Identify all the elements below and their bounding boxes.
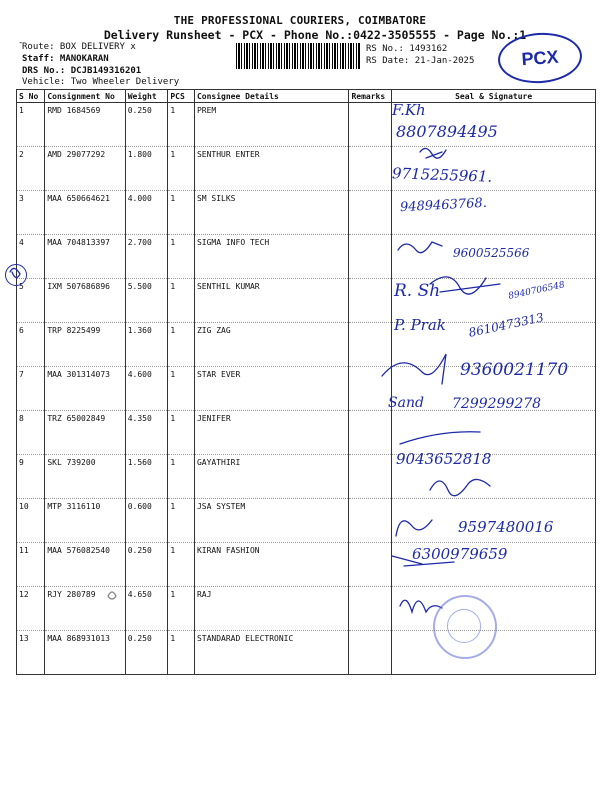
drs-number: DRS No.: DCJB149316201 [22,66,142,76]
signature-stroke [430,479,490,495]
col-signature: Seal & Signature [392,90,596,103]
handwritten-phone: 9597480016 [458,518,554,536]
col-remarks: Remarks [349,90,392,103]
signature-stroke [400,600,442,612]
cell-sno: 6 [17,323,45,367]
signature-stroke [396,520,432,536]
cell-sno: 1 [17,103,45,147]
handwritten-name: Sand [388,395,424,411]
signature-stroke [392,556,454,566]
cell-consignee: JSA SYSTEM [194,499,348,543]
rs-date: RS Date: 21-Jan-2025 [366,56,475,66]
signature-stroke [10,268,20,277]
cell-pcs: 1 [168,367,195,411]
handwritten-phone: 8807894495 [396,122,498,141]
cell-pcs: 1 [168,631,195,675]
cell-sno: 3 [17,191,45,235]
cell-weight: 0.600 [125,499,168,543]
cell-pcs: 1 [168,411,195,455]
cell-sno: 4 [17,235,45,279]
cell-consignment: SKL 739200 [45,455,125,499]
cell-consignee: RAJ [194,587,348,631]
signature-stroke [382,354,446,384]
cell-weight: 0.250 [125,543,168,587]
vehicle-label: Vehicle: Two Wheeler Delivery [22,77,180,87]
cell-consignee: KIRAN FASHION [194,543,348,587]
cell-pcs: 1 [168,279,195,323]
handwritten-phone: 8610473313 [467,310,545,340]
cell-consignee: STANDARAD ELECTRONIC [194,631,348,675]
handwritten-phone: 9489463768. [399,195,488,216]
cell-sno: 9 [17,455,45,499]
cell-consignment: MAA 704813397 [45,235,125,279]
cell-sno: 8 [17,411,45,455]
cell-weight: 4.000 [125,191,168,235]
cell-weight: 4.650 [125,587,168,631]
signature-stroke [420,148,446,158]
cell-sno: 12 [17,587,45,631]
cell-consignee: PREM [194,103,348,147]
handwritten-phone: 6300979659 [412,545,508,563]
cell-pcs: 1 [168,499,195,543]
cell-sno: 5 [17,279,45,323]
cell-consignee: SIGMA INFO TECH [194,235,348,279]
handwritten-phone: 9043652818 [396,450,492,468]
cell-weight: 1.800 [125,147,168,191]
signature-stroke [400,432,480,444]
cell-weight: 1.560 [125,455,168,499]
cell-weight: 5.500 [125,279,168,323]
signature-stroke [430,277,500,294]
cell-consignee: STAR EVER [194,367,348,411]
cell-sno: 7 [17,367,45,411]
signature-stroke [398,242,442,253]
round-seal-stamp [433,595,497,659]
cell-consignment: MAA 868931013 [45,631,125,675]
col-consignee: Consignee Details [194,90,348,103]
cell-sno: 13 [17,631,45,675]
route-label: Route: BOX DELIVERY x [22,42,136,52]
runsheet-title: Delivery Runsheet - PCX - Phone No.:0422-3505555 - Page No.:1 [103,28,527,42]
cell-consignment: IXM 507686896 [45,279,125,323]
cell-consignment: RJY 280789 [45,587,125,631]
company-title: THE PROFESSIONAL COURIERS, COIMBATORE [173,14,427,27]
cell-consignment: TRP 8225499 [45,323,125,367]
col-sno: S No [17,90,45,103]
cell-consignee: SM SILKS [194,191,348,235]
cell-consignee: JENIFER [194,411,348,455]
handwritten-phone: 9715255961. [391,164,493,186]
cell-consignment: AMD 29077292 [45,147,125,191]
handwritten-name: P. Prak [394,316,446,334]
cell-pcs: 1 [168,455,195,499]
cell-consignee: SENTHUR ENTER [194,147,348,191]
cell-consignment: TRZ 65002849 [45,411,125,455]
cell-pcs: 1 [168,191,195,235]
col-consignment: Consignment No [45,90,125,103]
cell-pcs: 1 [168,103,195,147]
cell-consignment: MAA 576082540 [45,543,125,587]
signature-stroke [108,592,116,599]
col-pcs: PCS [168,90,195,103]
handwritten-phone: 9360021170 [460,360,569,380]
staff-label: Staff: MANOKARAN [22,54,109,64]
cell-sno: 11 [17,543,45,587]
cell-weight: 2.700 [125,235,168,279]
rs-number: RS No.: 1493162 [366,44,448,54]
col-weight: Weight [125,90,168,103]
cell-consignee: GAYATHIRI [194,455,348,499]
cell-pcs: 1 [168,235,195,279]
cell-pcs: 1 [168,587,195,631]
cell-consignment: MAA 301314073 [45,367,125,411]
cell-consignment: MAA 650664621 [45,191,125,235]
handwritten-phone: 8940706548 [507,280,566,302]
cell-weight: 4.600 [125,367,168,411]
cell-weight: 1.360 [125,323,168,367]
cell-consignment: MTP 3116110 [45,499,125,543]
cell-weight: 4.350 [125,411,168,455]
cell-consignment: RMD 1684569 [45,103,125,147]
cell-weight: 0.250 [125,103,168,147]
pcx-stamp: PCX [496,30,583,86]
handwritten-phone: 7299299278 [452,396,542,412]
cell-pcs: 1 [168,543,195,587]
tick-mark: - [18,38,24,48]
cell-pcs: 1 [168,323,195,367]
cell-sno: 10 [17,499,45,543]
cell-consignee: ZIG ZAG [194,323,348,367]
cell-weight: 0.250 [125,631,168,675]
handwritten-name: R. Sh [394,281,441,301]
cell-sno: 2 [17,147,45,191]
cell-pcs: 1 [168,147,195,191]
handwritten-name: F.Kh [392,101,426,119]
cell-consignee: SENTHIL KUMAR [194,279,348,323]
handwritten-phone: 9600525566 [453,246,530,260]
